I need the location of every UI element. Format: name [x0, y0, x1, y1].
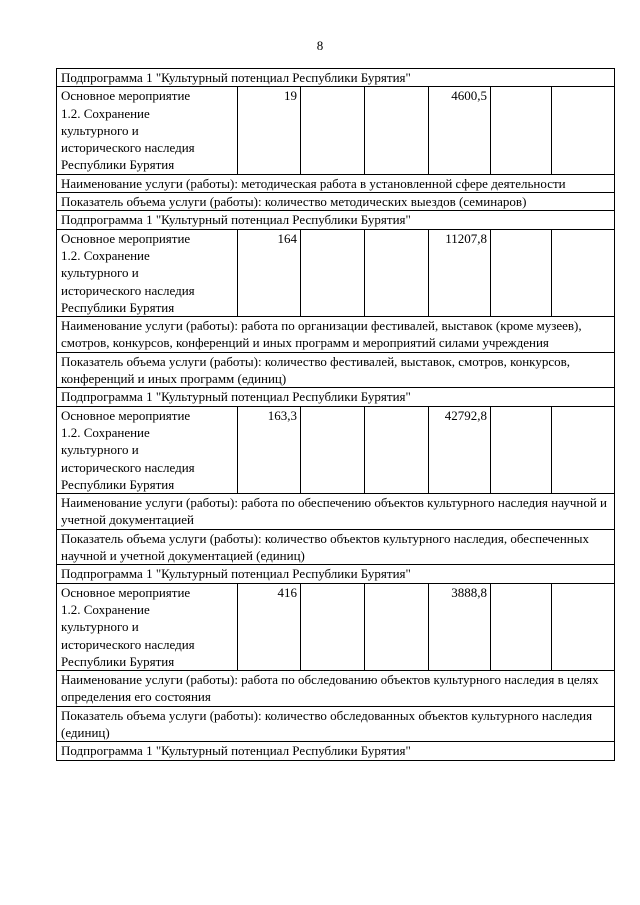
empty-cell: [491, 406, 552, 493]
measure-line: 1.2. Сохранение: [61, 424, 150, 440]
value-cell-amount: 3888,8: [429, 583, 491, 670]
empty-cell: [491, 229, 552, 316]
measure-line: Основное мероприятие: [61, 88, 191, 104]
measure-line: Республики Бурятия: [61, 476, 175, 492]
measure-row: [57, 583, 615, 670]
value-cell-volume: 164: [238, 229, 301, 316]
measure-line: 1.2. Сохранение: [61, 247, 150, 263]
indicator-row: [57, 706, 615, 742]
volume-indicator: Показатель объема услуги (работы): количество методических выездов (семинаров): [57, 193, 615, 211]
measure-line: Основное мероприятие: [61, 407, 191, 423]
measure-line: Основное мероприятие: [61, 584, 191, 600]
indicator-row: [57, 529, 615, 565]
subprogram-row: [57, 69, 615, 87]
measure-line: культурного и: [61, 122, 139, 138]
value-cell-amount: 42792,8: [429, 406, 491, 493]
service-row: [57, 671, 615, 707]
empty-cell: [552, 87, 615, 174]
value-cell-amount: 11207,8: [429, 229, 491, 316]
empty-cell: [365, 406, 429, 493]
subprogram-title: Подпрограмма 1 "Культурный потенциал Республики Бурятия": [57, 388, 615, 406]
program-table: [56, 68, 615, 761]
subprogram-title: Подпрограмма 1 "Культурный потенциал Республики Бурятия": [57, 565, 615, 583]
measure-title: [57, 406, 238, 493]
subprogram-row: [57, 742, 615, 760]
subprogram-row: [57, 388, 615, 406]
empty-cell: [491, 583, 552, 670]
service-name: Наименование услуги (работы): методическая работа в установленной сфере деятельности: [57, 174, 615, 192]
empty-cell: [552, 406, 615, 493]
measure-line: 1.2. Сохранение: [61, 601, 150, 617]
subprogram-title: Подпрограмма 1 "Культурный потенциал Республики Бурятия": [57, 69, 615, 87]
empty-cell: [301, 406, 365, 493]
value-cell-volume: 416: [238, 583, 301, 670]
measure-line: исторического наследия: [61, 282, 195, 298]
empty-cell: [491, 87, 552, 174]
empty-cell: [365, 229, 429, 316]
subprogram-row: [57, 211, 615, 229]
empty-cell: [552, 583, 615, 670]
empty-cell: [365, 583, 429, 670]
volume-indicator: Показатель объема услуги (работы): количество фестивалей, выставок, смотров, конкурсов, конференций и иных программ (единиц): [57, 352, 615, 388]
service-row: [57, 174, 615, 192]
measure-line: Республики Бурятия: [61, 653, 175, 669]
empty-cell: [552, 229, 615, 316]
measure-line: исторического наследия: [61, 459, 195, 475]
measure-title: [57, 229, 238, 316]
volume-indicator: Показатель объема услуги (работы): количество обследованных объектов культурного наследия (единиц): [57, 706, 615, 742]
indicator-row: [57, 193, 615, 211]
empty-cell: [301, 583, 365, 670]
measure-title: [57, 583, 238, 670]
empty-cell: [365, 87, 429, 174]
value-cell-volume: 19: [238, 87, 301, 174]
empty-cell: [301, 87, 365, 174]
page-number: 8: [316, 38, 324, 53]
volume-indicator: Показатель объема услуги (работы): количество объектов культурного наследия, обеспеченных научной и учетной документацией (единиц): [57, 529, 615, 565]
measure-row: [57, 406, 615, 493]
service-name: Наименование услуги (работы): работа по обеспечению объектов культурного наследия научной и учетной документацией: [57, 494, 615, 530]
measure-line: культурного и: [61, 442, 139, 458]
indicator-row: [57, 352, 615, 388]
subprogram-title: Подпрограмма 1 "Культурный потенциал Республики Бурятия": [57, 742, 615, 760]
measure-title: [57, 87, 238, 174]
measure-line: Республики Бурятия: [61, 299, 175, 315]
measure-line: 1.2. Сохранение: [61, 105, 150, 121]
service-name: Наименование услуги (работы): работа по организации фестивалей, выставок (кроме музеев), смотров, конкурсов, конференций и иных программ и мероприятий силами учреждения: [57, 317, 615, 353]
value-cell-amount: 4600,5: [429, 87, 491, 174]
value-cell-volume: 163,3: [238, 406, 301, 493]
service-row: [57, 317, 615, 353]
measure-line: Республики Бурятия: [61, 157, 175, 173]
service-row: [57, 494, 615, 530]
measure-line: Основное мероприятие: [61, 230, 191, 246]
measure-line: исторического наследия: [61, 140, 195, 156]
measure-line: исторического наследия: [61, 636, 195, 652]
service-name: Наименование услуги (работы): работа по обследованию объектов культурного наследия в целях определения его состояния: [57, 671, 615, 707]
measure-row: [57, 229, 615, 316]
measure-line: культурного и: [61, 265, 139, 281]
subprogram-title: Подпрограмма 1 "Культурный потенциал Республики Бурятия": [57, 211, 615, 229]
measure-row: [57, 87, 615, 174]
subprogram-row: [57, 565, 615, 583]
empty-cell: [301, 229, 365, 316]
measure-line: культурного и: [61, 619, 139, 635]
